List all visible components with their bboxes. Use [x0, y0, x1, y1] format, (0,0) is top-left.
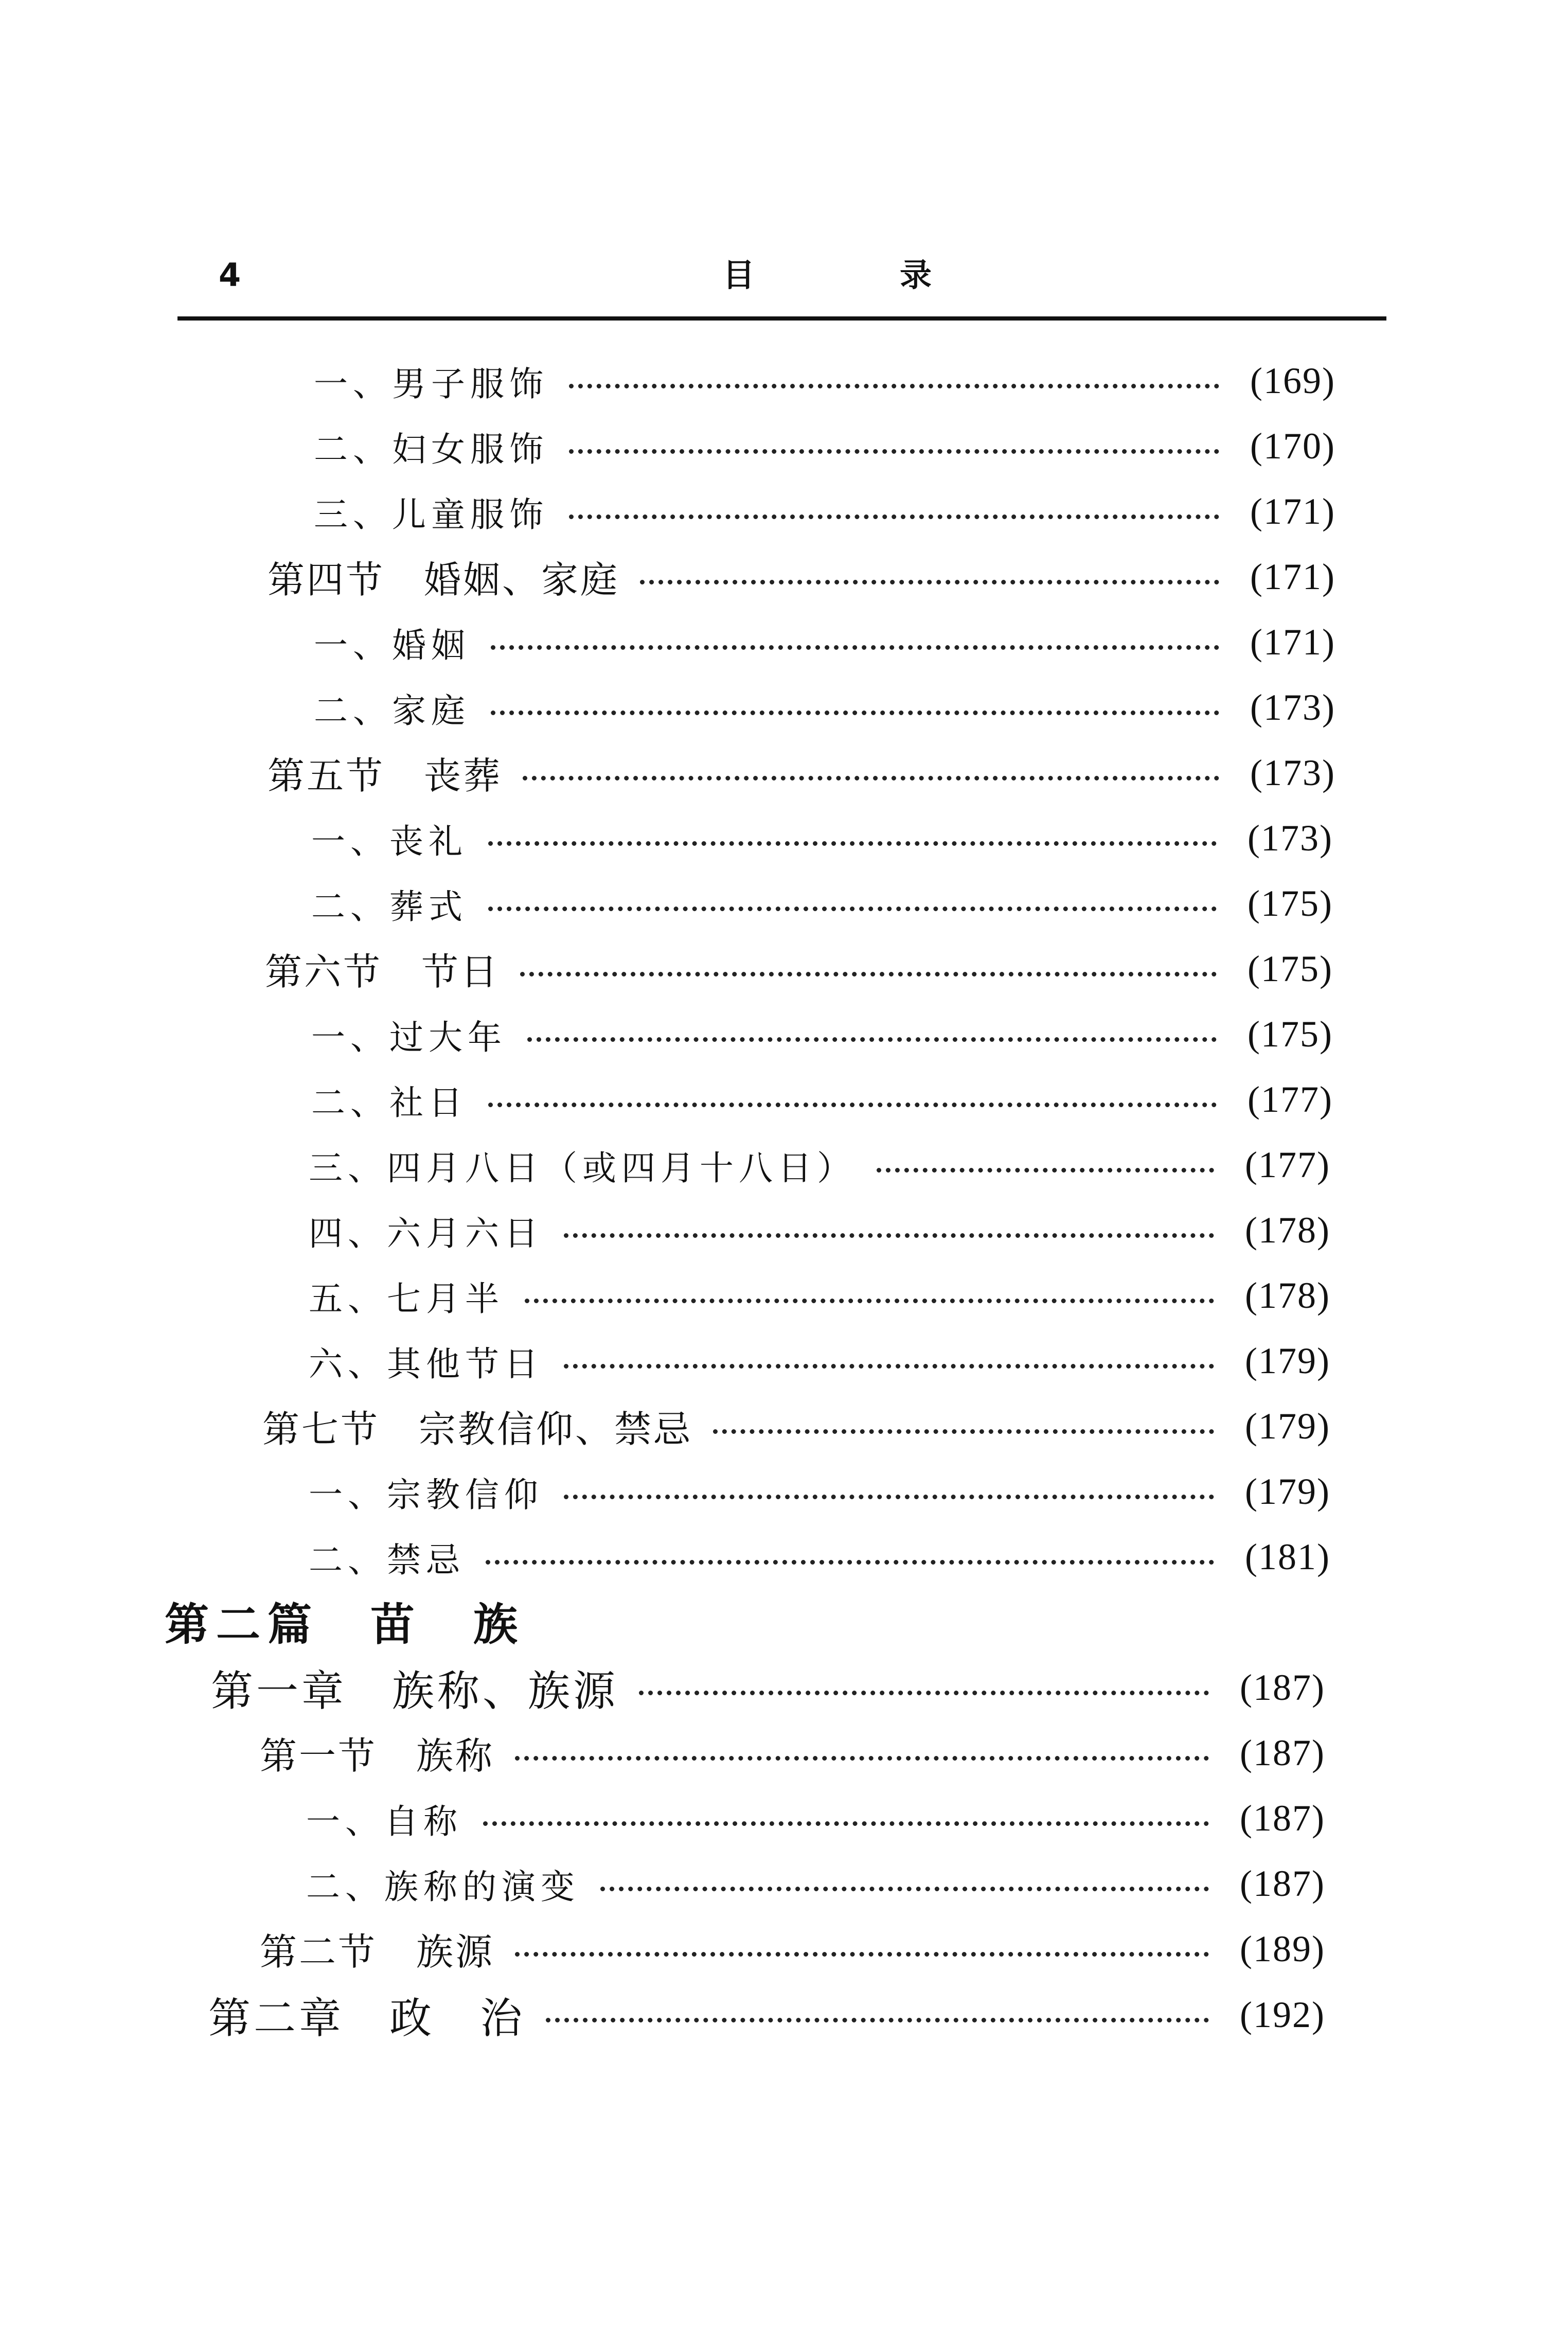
toc-entry-page: (187) [1240, 1862, 1325, 1904]
toc-entry[interactable] [311, 812, 1366, 864]
toc-entry-label: 三、儿童服饰 [314, 494, 548, 535]
dot-leader [569, 449, 1219, 454]
toc-entry-page: (178) [1245, 1274, 1330, 1316]
dot-leader [713, 1429, 1214, 1434]
dot-leader [525, 1299, 1214, 1303]
dot-leader [564, 1233, 1214, 1238]
toc-entry-label: 二、族称的演变 [306, 1867, 580, 1907]
toc-entry-label: 四、六月六日 [309, 1213, 543, 1253]
dot-leader [600, 1887, 1209, 1891]
toc-entry-page: (173) [1250, 752, 1335, 793]
dot-leader [486, 1560, 1214, 1565]
toc-entry-label: 二、家庭 [314, 690, 470, 731]
toc-entry-label: 一、过大年 [311, 1017, 507, 1057]
toc-entry-label: 一、自称 [306, 1801, 462, 1841]
dot-leader [520, 972, 1217, 976]
toc-entry-label: 二、妇女服饰 [314, 429, 548, 469]
toc-entry[interactable] [260, 1727, 1358, 1779]
toc-entry-label: 第六节 节日 [265, 950, 500, 993]
toc-entry[interactable] [309, 1204, 1363, 1256]
toc-entry-label: 二、社日 [311, 1082, 468, 1123]
toc-entry[interactable] [309, 1531, 1363, 1583]
toc-entry[interactable] [314, 355, 1368, 406]
toc-entry-label: 二、禁忌 [309, 1540, 465, 1580]
toc-entry-label: 第四节 婚姻、家庭 [268, 558, 620, 601]
toc-entry-page: (187) [1240, 1732, 1325, 1773]
toc-entry-page: (192) [1240, 1994, 1325, 2035]
dot-leader [640, 580, 1219, 584]
dot-leader [515, 1952, 1209, 1957]
toc-entry[interactable] [268, 551, 1368, 602]
dot-leader [639, 1691, 1209, 1695]
toc-entry-page: (178) [1245, 1209, 1330, 1251]
toc-entry[interactable] [260, 1923, 1358, 1975]
dot-leader [488, 841, 1217, 846]
toc-entry[interactable] [314, 616, 1368, 668]
dot-leader [488, 1103, 1217, 1107]
toc-entry-page: (181) [1245, 1536, 1330, 1577]
toc-entry-page: (171) [1250, 621, 1335, 663]
toc-entry-label: 三、四月八日（或四月十八日） [309, 1148, 856, 1188]
toc-entry-label: 第二节 族源 [260, 1930, 495, 1974]
toc-entry-page: (179) [1245, 1405, 1330, 1447]
toc-entry[interactable] [314, 486, 1368, 537]
toc-entry-page: (175) [1248, 1013, 1333, 1055]
dot-leader [488, 907, 1217, 911]
dot-leader [564, 1364, 1214, 1369]
toc-entry[interactable] [265, 943, 1366, 995]
dot-leader [877, 1168, 1214, 1173]
toc-entry[interactable] [311, 1008, 1366, 1060]
toc-entry-label: 第七节 宗教信仰、禁忌 [262, 1408, 693, 1451]
toc-entry[interactable] [311, 878, 1366, 929]
running-title: 目 录 [723, 256, 989, 294]
dot-leader [515, 1756, 1209, 1761]
toc-entry-page: (177) [1248, 1078, 1333, 1120]
toc-entry[interactable] [314, 682, 1368, 733]
toc-entry-page: (175) [1248, 882, 1333, 924]
toc-entry-page: (179) [1245, 1340, 1330, 1381]
dot-leader [483, 1821, 1209, 1826]
toc-entry[interactable] [208, 1989, 1358, 2043]
toc-entry[interactable] [262, 1400, 1363, 1452]
dot-leader [491, 645, 1219, 650]
toc-entry[interactable] [306, 1792, 1358, 1844]
toc-entry-label: 一、婚姻 [314, 625, 470, 665]
toc-entry-label: 第二章 政 治 [208, 1994, 526, 2043]
dot-leader [546, 2018, 1209, 2022]
toc-entry-label: 六、其他节日 [309, 1344, 543, 1384]
toc-entry-page: (171) [1250, 490, 1335, 532]
toc-entry-page: (170) [1250, 425, 1335, 467]
toc-entry-page: (177) [1245, 1144, 1330, 1185]
toc-entry-label: 第五节 丧葬 [268, 754, 503, 797]
dot-leader [569, 384, 1219, 388]
toc-entry[interactable] [211, 1662, 1358, 1716]
dot-leader [523, 776, 1219, 780]
dot-leader [564, 1495, 1214, 1499]
toc-entry-page: (169) [1250, 360, 1335, 401]
toc-entry-page: (175) [1248, 948, 1333, 989]
toc-entry[interactable] [268, 747, 1368, 798]
toc-entry-page: (187) [1240, 1666, 1325, 1708]
dot-leader [491, 711, 1219, 715]
toc-entry-page: (189) [1240, 1928, 1325, 1969]
toc-entry[interactable] [314, 420, 1368, 472]
toc-part-heading[interactable] [165, 1595, 1363, 1650]
toc-entry[interactable] [309, 1270, 1363, 1321]
toc-entry-label: 第二篇 苗 族 [165, 1599, 525, 1650]
toc-entry-label: 第一章 族称、族源 [211, 1666, 619, 1716]
toc-entry[interactable] [309, 1466, 1363, 1517]
toc-entry-page: (171) [1250, 556, 1335, 597]
toc-entry-page: (173) [1248, 817, 1333, 859]
page-number: 4 [219, 256, 241, 294]
toc-entry-label: 五、七月半 [309, 1278, 504, 1319]
toc-entry[interactable] [309, 1139, 1363, 1191]
toc-entry[interactable] [306, 1858, 1358, 1909]
toc-entry-label: 一、宗教信仰 [309, 1475, 543, 1515]
toc-entry-label: 二、葬式 [311, 886, 468, 927]
toc-entry-page: (179) [1245, 1470, 1330, 1512]
toc-entry-label: 一、丧礼 [311, 821, 468, 861]
toc-entry[interactable] [311, 1074, 1366, 1125]
toc-entry-label: 一、男子服饰 [314, 364, 548, 404]
dot-leader [569, 514, 1219, 519]
toc-entry-page: (187) [1240, 1797, 1325, 1839]
toc-entry-label: 第一节 族称 [260, 1734, 495, 1778]
toc-entry-page: (173) [1250, 686, 1335, 728]
toc-entry[interactable] [309, 1335, 1363, 1387]
dot-leader [527, 1037, 1217, 1042]
